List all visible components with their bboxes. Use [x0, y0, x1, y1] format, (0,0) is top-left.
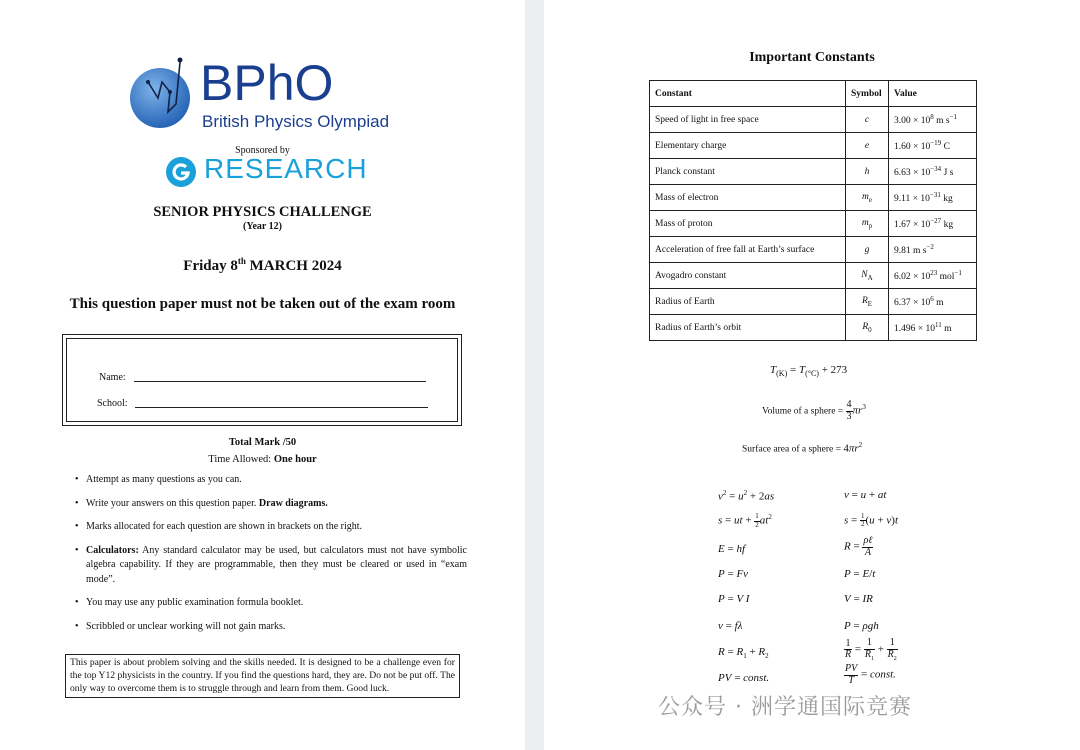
watermark-text: 公众号 · 洲学通国际竞赛 — [658, 695, 912, 720]
formula-suvat-2: v = u + at — [844, 489, 887, 501]
g-research-logo-icon — [165, 156, 197, 188]
formula-electrical-power: P = V I — [718, 593, 750, 605]
school-label: School: — [97, 398, 128, 409]
list-item: • Calculators: Any standard calculator may be used, but calculators must not have symbolic algebra capability. If they are programmable, then they must be cleared or used in “exam mode”. — [75, 544, 467, 588]
name-field[interactable] — [134, 381, 426, 382]
list-item: • Scribbled or unclear working will not gain marks. — [75, 620, 467, 635]
constant-name: Radius of Earth — [650, 289, 846, 315]
formula-suvat-1: $v^2 = u^2 + 2as$ — [718, 489, 775, 503]
sponsor-name: RESEARCH — [204, 153, 368, 184]
constant-name: Mass of proton — [650, 211, 846, 237]
school-field[interactable] — [135, 407, 428, 408]
challenge-note: This paper is about problem solving and the skills needed. It is designed to be a challenge even for the top Y12 physicists in the country. If you find the questions hard, they are. Do not be put off. The only way to overcome them is to struggle through and learn from them. Good luck. — [65, 654, 460, 698]
sphere-volume-formula: Volume of a sphere = $\frac{4}{3}$ $\pi r^3$ — [762, 399, 866, 422]
constant-value: $9.11 \times 10^{-31}$ kg — [889, 185, 977, 211]
constant-symbol: g — [846, 237, 889, 263]
formula-resistivity: R = $\frac{\text{ρℓ}}{A}$ — [844, 535, 873, 558]
table-row — [650, 133, 977, 159]
column-header-value: Value — [889, 81, 977, 107]
constant-symbol: c — [846, 107, 889, 133]
list-item: • Attempt as many questions as you can. — [75, 473, 467, 488]
table-row — [650, 315, 977, 341]
table-row — [650, 159, 977, 185]
column-header-symbol: Symbol — [846, 81, 889, 107]
time-allowed: Time Allowed: One hour — [208, 454, 317, 465]
constant-value: $1.496 \times 10^{11}$ m — [889, 315, 977, 341]
sponsored-by-label: Sponsored by — [235, 145, 290, 156]
constant-value: $6.02 \times 10^{23}$ mol$^{-1}$ — [889, 263, 977, 289]
total-mark: Total Mark /50 — [228, 437, 297, 448]
table-row — [650, 211, 977, 237]
formula-pressure: P = ρgh — [844, 620, 879, 632]
column-header-constant: Constant — [650, 81, 846, 107]
formula-power-force: P = Fv — [718, 568, 749, 580]
instructions-list — [75, 473, 467, 643]
bpho-logo-icon — [128, 52, 198, 132]
constant-symbol: h — [846, 159, 889, 185]
constants-page — [544, 0, 1080, 750]
table-row — [650, 185, 977, 211]
formula-wave-speed: v = fλ — [718, 620, 743, 632]
constant-name: Mass of electron — [650, 185, 846, 211]
exam-date: Friday 8th MARCH 2024 — [183, 256, 342, 274]
formula-boyle: PV = const. — [718, 672, 770, 684]
exam-room-warning: This question paper must not be taken out of the exam room — [69, 296, 456, 312]
formula-power-energy: P = E/t — [844, 568, 876, 580]
constants-table-body — [650, 107, 977, 341]
table-row — [650, 289, 977, 315]
constant-name: Radius of Earth’s orbit — [650, 315, 846, 341]
constant-symbol: $R_0$ — [846, 315, 889, 341]
formula-series-resistance: $R = R_1 + R_2$ — [718, 646, 769, 661]
constants-table — [649, 80, 977, 341]
constant-symbol: $m_e$ — [846, 185, 889, 211]
table-row — [650, 263, 977, 289]
constants-title: Important Constants — [749, 50, 875, 65]
formula-gas-law: $\frac{PV}{T}$ = const. — [845, 663, 896, 686]
constant-value: $6.63 \times 10^{-34}$ J s — [889, 159, 977, 185]
bpho-subtitle: British Physics Olympiad — [202, 112, 390, 131]
formula-parallel-resistance: $\frac{1}{R}$ = $\frac{1}{R_1}$ + $\frac{1}{R_2}$ — [845, 637, 897, 662]
exam-title: SENIOR PHYSICS CHALLENGE — [153, 204, 372, 220]
constant-value: 9.81 m $s^{-2}$ — [889, 237, 977, 263]
exam-cover-page — [0, 0, 525, 750]
candidate-details-box — [62, 334, 462, 426]
constant-symbol: $N_A$ — [846, 263, 889, 289]
constant-value: $1.67 \times 10^{-27}$ kg — [889, 211, 977, 237]
list-item: • You may use any public examination formula booklet. — [75, 596, 467, 611]
constant-symbol: $m_p$ — [846, 211, 889, 237]
formula-ohms-law: V = IR — [844, 593, 873, 605]
list-item: • Write your answers on this question paper. Draw diagrams. — [75, 497, 467, 512]
name-label: Name: — [99, 372, 126, 383]
constant-symbol: $R_E$ — [846, 289, 889, 315]
table-row — [650, 107, 977, 133]
constant-symbol: e — [846, 133, 889, 159]
constant-name: Acceleration of free fall at Earth’s surface — [650, 237, 846, 263]
formula-photon-energy: E = hf — [718, 543, 746, 555]
list-item: • Marks allocated for each question are shown in brackets on the right. — [75, 520, 467, 535]
constant-name: Speed of light in free space — [650, 107, 846, 133]
exam-year: (Year 12) — [243, 221, 282, 232]
constant-name: Avogadro constant — [650, 263, 846, 289]
constant-name: Planck constant — [650, 159, 846, 185]
constant-value: $1.60 \times 10^{-19}$ C — [889, 133, 977, 159]
constant-value: $6.37 \times 10^6$ m — [889, 289, 977, 315]
constant-name: Elementary charge — [650, 133, 846, 159]
formula-suvat-4: s = $\frac{1}{2}$ (u + v)t — [844, 512, 899, 529]
constant-value: $3.00 \times 10^8$ m $s^{-1}$ — [889, 107, 977, 133]
kelvin-formula: $T_{(K)} = T_{(^\circ C)} + 273$ — [770, 364, 848, 379]
table-row — [650, 237, 977, 263]
formula-suvat-3: s = ut + $\frac{1}{2}$ $at^2$ — [718, 512, 772, 529]
bpho-wordmark: BPhO — [200, 55, 334, 111]
sphere-area-formula: Surface area of a sphere = $4\pi r^2$ — [742, 441, 863, 455]
